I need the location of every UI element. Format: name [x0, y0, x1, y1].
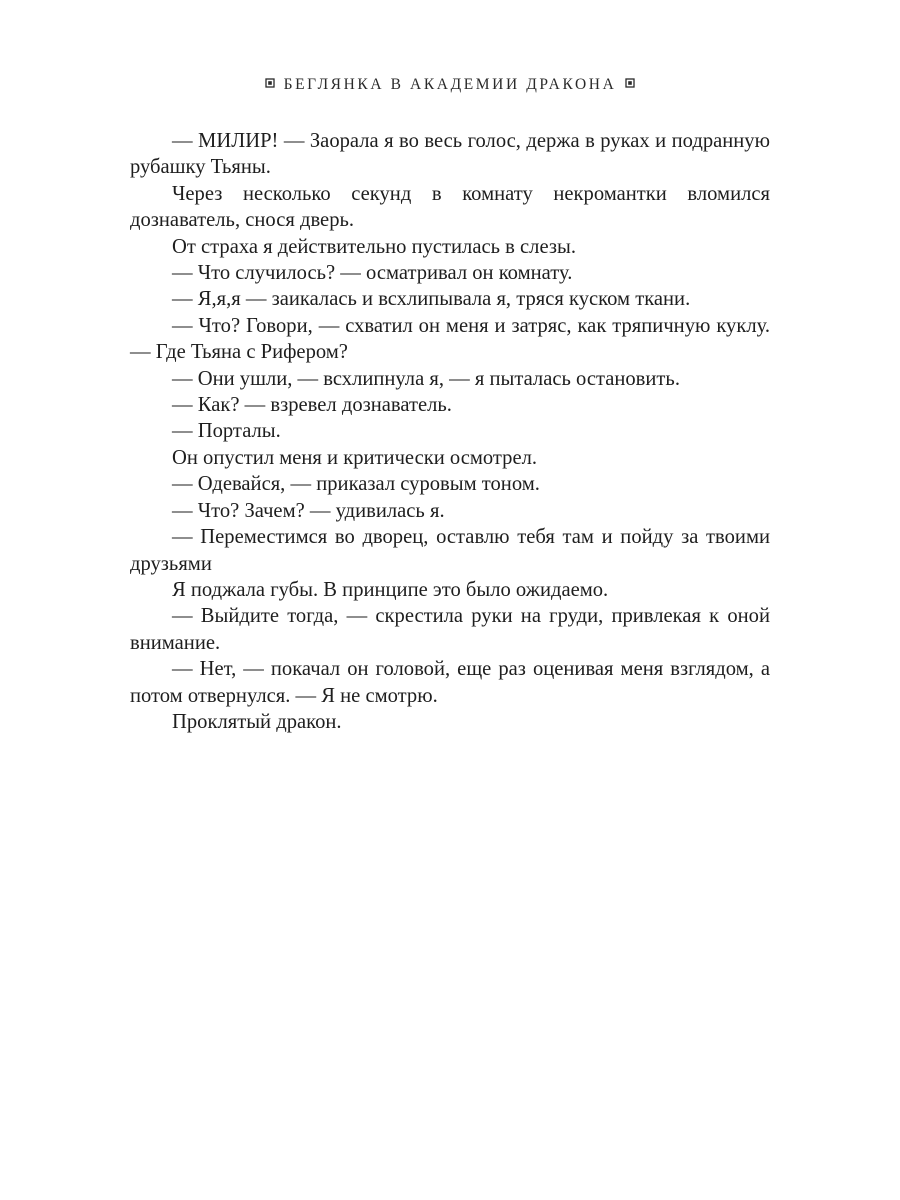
paragraph: — МИЛИР! — Заорала я во весь голос, держа в руках и подранную рубашку Тьяны.: [130, 130, 770, 179]
diamond-ornament-icon: [625, 78, 635, 88]
paragraph: — Нет, — покачал он головой, еще раз оценивая меня взглядом, а потом отвернулся. — Я не смотрю.: [130, 658, 770, 707]
paragraph: — Как? — взревел дознаватель.: [172, 394, 452, 417]
paragraph: — Переместимся во дворец, оставлю тебя там и пойду за твоими друзьями: [130, 526, 770, 575]
paragraph: От страха я действительно пустилась в слезы.: [172, 235, 576, 258]
paragraph: — Я,я,я — заикалась и всхлипывала я, тряся куском ткани.: [172, 288, 691, 311]
running-header: [0, 74, 900, 96]
running-title: БЕГЛЯНКА В АКАДЕМИИ ДРАКОНА: [283, 76, 617, 93]
paragraph: Через несколько секунд в комнату некромантки вломился дознаватель, снося дверь.: [130, 182, 770, 232]
paragraph: — Что случилось? — осматривал он комнату.: [172, 262, 573, 285]
paragraph: Я поджала губы. В принципе это было ожидаемо.: [172, 578, 609, 601]
diamond-ornament-icon: [265, 78, 275, 88]
paragraph: — Что? Говори, — схватил он меня и затряс, как тряпичную куклу. — Где Тьяна с Рифером?: [130, 314, 770, 364]
paragraph: — Что? Зачем? — удивилась я.: [172, 499, 445, 522]
paragraph: Он опустил меня и критически осмотрел.: [172, 446, 538, 469]
paragraph: — Выйдите тогда, — скрестила руки на груди, привлекая к оной внимание.: [130, 605, 770, 654]
paragraph: — Они ушли, — всхлипнула я, — я пыталась остановить.: [172, 367, 680, 390]
paragraph: Проклятый дракон.: [172, 710, 342, 733]
body-text: [130, 128, 770, 735]
paragraph: — Порталы.: [172, 420, 281, 443]
paragraph: — Одевайся, — приказал суровым тоном.: [172, 473, 540, 496]
